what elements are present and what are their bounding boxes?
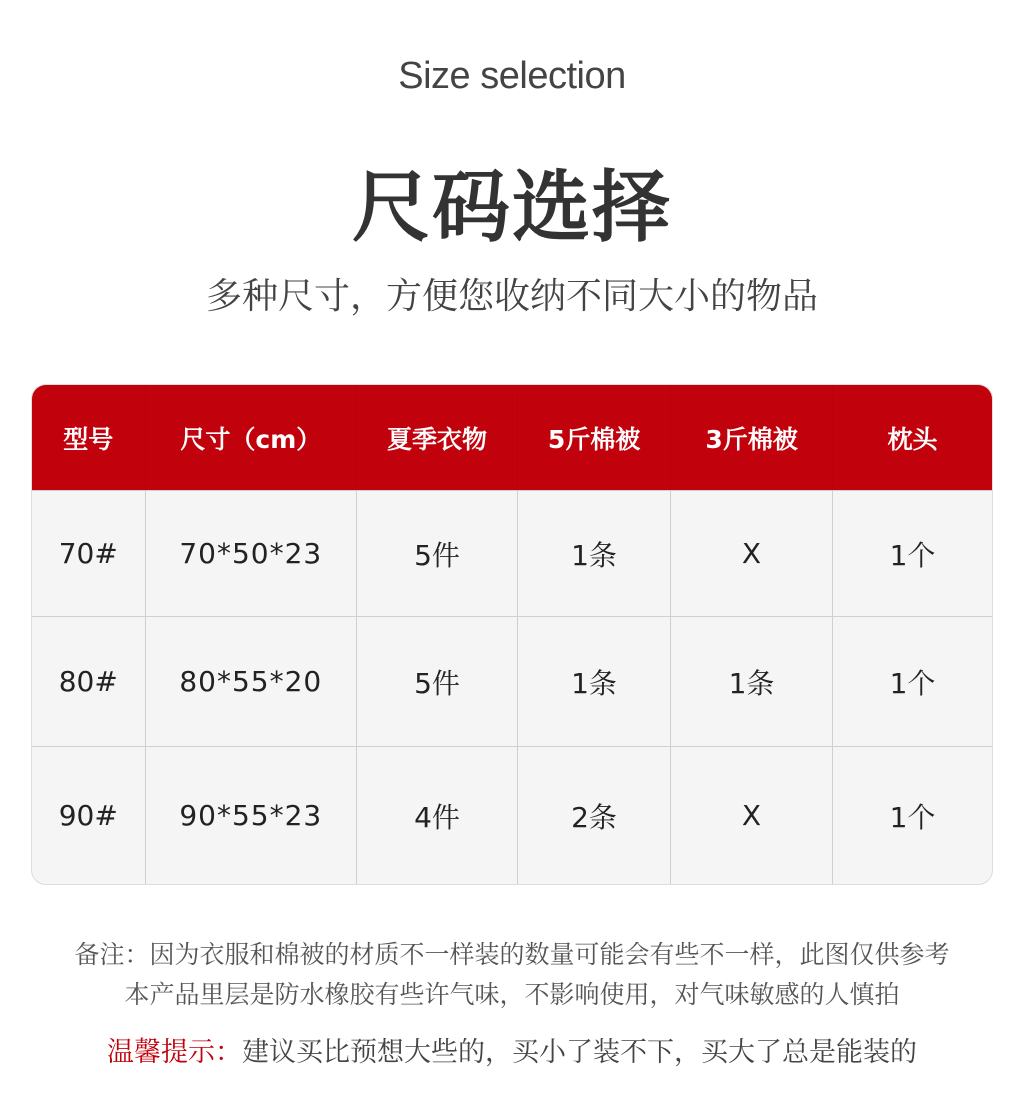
tip-text: 建议买比预想大些的，买小了装不下，买大了总是能装的 [242, 1037, 917, 1068]
cell-dimensions: 70*50*23 [146, 490, 357, 616]
notes [0, 935, 1024, 1015]
cell-3jin-quilt: 1条 [671, 616, 833, 746]
note-line-1: 备注：因为衣服和棉被的材质不一样装的数量可能会有些不一样，此图仅供参考 [74, 940, 950, 969]
header-summer-clothes: 夏季衣物 [357, 385, 518, 490]
tip [0, 1030, 1024, 1069]
cell-model: 80# [32, 616, 146, 746]
table-header-row [32, 385, 992, 490]
tagline: 多种尺寸，方便您收纳不同大小的物品 [205, 276, 818, 317]
cell-3jin-quilt: X [671, 746, 833, 884]
cell-pillow: 1个 [833, 746, 992, 884]
subtitle-english: Size selection [398, 55, 626, 97]
table-row [32, 490, 992, 616]
cell-3jin-quilt: X [671, 490, 833, 616]
cell-dimensions: 80*55*20 [146, 616, 357, 746]
cell-model: 90# [32, 746, 146, 884]
note-line-2: 本产品里层是防水橡胶有些许气味，不影响使用，对气味敏感的人慎拍 [124, 980, 900, 1009]
cell-summer-clothes: 4件 [357, 746, 518, 884]
cell-pillow: 1个 [833, 616, 992, 746]
page-title: 尺码选择 [351, 163, 672, 253]
header-pillow: 枕头 [833, 385, 992, 490]
cell-summer-clothes: 5件 [357, 490, 518, 616]
cell-summer-clothes: 5件 [357, 616, 518, 746]
header-3jin-quilt: 3斤棉被 [671, 385, 833, 490]
table-row [32, 616, 992, 746]
cell-5jin-quilt: 1条 [518, 616, 671, 746]
header-model: 型号 [32, 385, 146, 490]
header-5jin-quilt: 5斤棉被 [518, 385, 671, 490]
cell-5jin-quilt: 2条 [518, 746, 671, 884]
table-row [32, 746, 992, 884]
tip-label: 温馨提示： [107, 1037, 242, 1068]
cell-5jin-quilt: 1条 [518, 490, 671, 616]
cell-dimensions: 90*55*23 [146, 746, 357, 884]
cell-pillow: 1个 [833, 490, 992, 616]
size-table [32, 385, 992, 884]
cell-model: 70# [32, 490, 146, 616]
header-dimensions: 尺寸（cm） [146, 385, 357, 490]
